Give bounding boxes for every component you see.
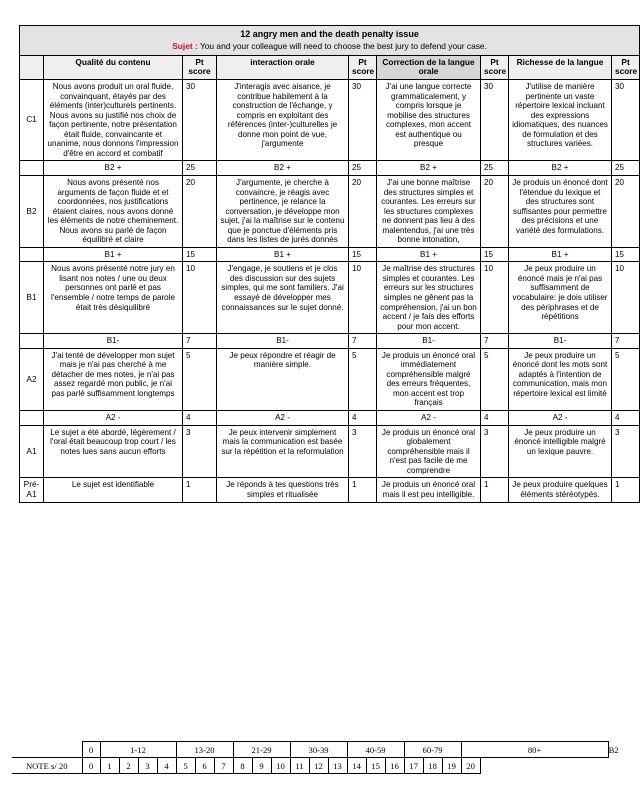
intermediate-level-label: A2 - <box>44 411 183 426</box>
level-row <box>20 176 640 248</box>
range-cell: 80+ <box>461 742 608 758</box>
col-header-level <box>20 55 44 80</box>
level-row <box>20 425 640 478</box>
intermediate-level-label: B1- <box>509 334 612 349</box>
col-header-pt: Pt score <box>349 55 377 80</box>
col-header-qualite: Qualité du contenu <box>44 55 183 80</box>
correction-score: 1 <box>481 478 509 503</box>
richesse-descriptor: Je peux produire un énoncé mais je n'ai pas suffisamment de vocabulaire: je dois utiliser des périphrases et de répétitions <box>509 262 612 334</box>
correction-score: 5 <box>481 348 509 410</box>
level-row <box>20 80 640 161</box>
interaction-descriptor: J'interagis avec aisance, je contribue habilement à la construction de l'échange, y compris en exploitant des références (inter-)culturelles je donne mon point de vue, j'argumente <box>217 80 349 161</box>
intermediate-level-blank <box>20 334 44 349</box>
richesse-score: 20 <box>612 176 640 248</box>
level-row <box>20 348 640 410</box>
intermediate-level-score: 7 <box>183 334 217 349</box>
range-cell: 30-39 <box>290 742 347 758</box>
intermediate-level-score: 15 <box>481 247 509 262</box>
intermediate-level-label: B2 + <box>44 161 183 176</box>
richesse-descriptor: J'utilise de manière pertinente un vaste répertoire lexical incluant des expressions idiomatiques, des nuances de formulation et des structures variées. <box>509 80 612 161</box>
richesse-descriptor: Je peux produire quelques éléments stéréotypés. <box>509 478 612 503</box>
note-cell: 5 <box>176 758 195 774</box>
correction-score: 20 <box>481 176 509 248</box>
subject-label: Sujet : <box>172 40 198 51</box>
interaction-score: 30 <box>349 80 377 161</box>
level-label: B1 <box>20 262 44 334</box>
qualite-score: 5 <box>183 348 217 410</box>
note-cell: 12 <box>309 758 328 774</box>
correction-descriptor: Je produis un énoncé oral globalement compréhensible mais il n'est pas facile de me comprendre <box>377 425 481 478</box>
col-header-pt: Pt score <box>481 55 509 80</box>
interaction-score: 1 <box>349 478 377 503</box>
level-label: A1 <box>20 425 44 478</box>
note-cell: 2 <box>119 758 138 774</box>
intermediate-level-label: B1 + <box>377 247 481 262</box>
interaction-descriptor: Je peux intervenir simplement mais la communication est basée sur la répétition et la reformulation <box>217 425 349 478</box>
note-cell: 15 <box>366 758 385 774</box>
note-cell: 8 <box>233 758 252 774</box>
intermediate-level-label: B1- <box>377 334 481 349</box>
note-cell: 6 <box>195 758 214 774</box>
interaction-score: 5 <box>349 348 377 410</box>
richesse-score: 10 <box>612 262 640 334</box>
qualite-descriptor: Nous avons présenté notre jury en lisant nos notes / une ou deux personnes ont parlé et pas l'ensemble / notre temps de parole était très désiquilibré <box>44 262 183 334</box>
qualite-score: 20 <box>183 176 217 248</box>
correction-score: 3 <box>481 425 509 478</box>
intermediate-level-label: B2 + <box>377 161 481 176</box>
range-cell: 21-29 <box>233 742 290 758</box>
correction-descriptor: J'ai une bonne maîtrise des structures simples et courantes. Les erreurs sur les structures complexes ne donnent pas lieu à des malentendus, j'ai une très bonne intonation, <box>377 176 481 248</box>
intermediate-level-row <box>20 411 640 426</box>
note-cell: 4 <box>157 758 176 774</box>
col-header-richesse: Richesse de la langue <box>509 55 612 80</box>
intermediate-level-score: 25 <box>612 161 640 176</box>
note-cell: 7 <box>214 758 233 774</box>
intermediate-level-score: 4 <box>612 411 640 426</box>
note-cell: 18 <box>423 758 442 774</box>
qualite-descriptor: J'ai tenté de développer mon sujet mais je n'ai pas cherché à me détacher de mes notes, je n'ai pas assez regardé mon public, je n'ai pas parlé suffisamment longtemps <box>44 348 183 410</box>
correction-descriptor: J'ai une langue correcte grammaticalement, y compris lorsque je mobilise des structures complexes, mon accent est authentique ou presque <box>377 80 481 161</box>
note-cell: 19 <box>442 758 461 774</box>
intermediate-level-label: B2 + <box>509 161 612 176</box>
intermediate-level-row <box>20 247 640 262</box>
intermediate-level-blank <box>20 247 44 262</box>
note-cell: 1 <box>100 758 119 774</box>
note-cell: 13 <box>328 758 347 774</box>
col-header-correction: Correction de la langue orale <box>377 55 481 80</box>
note-scale-blank <box>12 742 82 758</box>
range-cell: 1-12 <box>100 742 176 758</box>
intermediate-level-label: B1 + <box>217 247 349 262</box>
level-label: C1 <box>20 80 44 161</box>
qualite-descriptor: Nous avons produit un oral fluide, convainquant, étayés par des éléments (inter)culturels pertinents. Nous avons su justifié nos choix de façon pertinente, notre présentation était fluide, convaincante et unanime, nous donnons l'impression d'être en accord et combatif <box>44 80 183 161</box>
note-scale-table: 0 1-12 13-20 21-29 30-39 40-59 60-79 80+ B2 NOTE s/ 20 0 1 2 3 4 5 6 7 8 9 10 11 12 13 14 15 16 17 18 19 20 <box>12 741 609 774</box>
page-title: 12 angry men and the death penalty issue <box>240 29 419 39</box>
intermediate-level-score: 4 <box>349 411 377 426</box>
richesse-descriptor: Je peux produire un énoncé dont les mots sont adaptés à l'intention de communication, mais mon répertoire lexical est limité <box>509 348 612 410</box>
qualite-score: 3 <box>183 425 217 478</box>
subject-text: You and your colleague will need to choose the best jury to defend your case. <box>197 40 487 51</box>
intermediate-level-score: 4 <box>481 411 509 426</box>
intermediate-level-label: B2 + <box>217 161 349 176</box>
intermediate-level-label: B1- <box>44 334 183 349</box>
note-cell: 0 <box>82 758 100 774</box>
correction-score: 30 <box>481 80 509 161</box>
intermediate-level-label: A2 - <box>509 411 612 426</box>
note-cell: 16 <box>385 758 404 774</box>
qualite-descriptor: Le sujet a été abordé, légèrement / l'oral était beaucoup trop court / les notes lues sans aucun efforts <box>44 425 183 478</box>
level-label: B2 <box>20 176 44 248</box>
intermediate-level-score: 25 <box>349 161 377 176</box>
qualite-descriptor: Le sujet est identifiable <box>44 478 183 503</box>
correction-score: 10 <box>481 262 509 334</box>
evaluation-grid <box>19 25 640 503</box>
note-cell: 10 <box>271 758 290 774</box>
interaction-score: 20 <box>349 176 377 248</box>
col-header-pt: Pt score <box>612 55 640 80</box>
note-scale-label: NOTE s/ 20 <box>12 758 82 774</box>
richesse-score: 5 <box>612 348 640 410</box>
richesse-score: 3 <box>612 425 640 478</box>
range-cell: 60-79 <box>404 742 461 758</box>
intermediate-level-score: 7 <box>481 334 509 349</box>
intermediate-level-label: A2 - <box>377 411 481 426</box>
note-cell: 3 <box>138 758 157 774</box>
intermediate-level-score: 15 <box>183 247 217 262</box>
level-label: Pré-A1 <box>20 478 44 503</box>
range-cell: 0 <box>82 742 100 758</box>
note-cell: 17 <box>404 758 423 774</box>
qualite-descriptor: Nous avons présenté nos arguments de façon fluide et et coordonnées, nos justifications étaient claires, nous avons donné les éléments de notre cheminement. Nous avons su parlé de façon équilibré et claire <box>44 176 183 248</box>
intermediate-level-score: 7 <box>349 334 377 349</box>
col-header-pt: Pt score <box>183 55 217 80</box>
subject-line <box>23 42 636 52</box>
intermediate-level-score: 4 <box>183 411 217 426</box>
range-cell: 13-20 <box>176 742 233 758</box>
interaction-descriptor: Je peux répondre et réagir de manière simple. <box>217 348 349 410</box>
interaction-descriptor: J'engage, je soutiens et je clos des discussion sur des sujets simples, qui me sont familiers. J'ai essayé de développer mes connaissances sur le sujet donné. <box>217 262 349 334</box>
intermediate-level-row <box>20 334 640 349</box>
intermediate-level-label: B1 + <box>509 247 612 262</box>
correction-descriptor: Je produis un énoncé oral mais il est peu intelligible. <box>377 478 481 503</box>
note-cell: 11 <box>290 758 309 774</box>
qualite-score: 1 <box>183 478 217 503</box>
intermediate-level-score: 15 <box>349 247 377 262</box>
level-row <box>20 478 640 503</box>
level-label: A2 <box>20 348 44 410</box>
richesse-score: 1 <box>612 478 640 503</box>
note-cell: 14 <box>347 758 366 774</box>
col-header-interaction: interaction orale <box>217 55 349 80</box>
correction-descriptor: Je maîtrise des structures simples et courantes. Les erreurs sur les structures simples ne gênent pas la compréhension, j'ai un bon accent / je fais des efforts pour mon accent. <box>377 262 481 334</box>
intermediate-level-score: 7 <box>612 334 640 349</box>
level-row <box>20 262 640 334</box>
note-cell: 9 <box>252 758 271 774</box>
intermediate-level-label: B1- <box>217 334 349 349</box>
intermediate-level-score: 25 <box>481 161 509 176</box>
intermediate-level-blank <box>20 161 44 176</box>
intermediate-level-score: 15 <box>612 247 640 262</box>
intermediate-level-row <box>20 161 640 176</box>
richesse-score: 30 <box>612 80 640 161</box>
range-cell: 40-59 <box>347 742 404 758</box>
interaction-descriptor: J'argumente, je cherche à convaincre, je réagis avec pertinence, je relance la conversation, je développe mon sujet, j'ai la maîtrise sur le contenu que je ponctue d'éléments pris dans les listes de jurés donnés <box>217 176 349 248</box>
header-cell <box>20 26 640 56</box>
intermediate-level-blank <box>20 411 44 426</box>
richesse-descriptor: Je produis un énoncé dont l'étendue du lexique et des structures sont suffisantes pour permettre des précisions et une variété des formulations. <box>509 176 612 248</box>
interaction-descriptor: Je réponds à tes questions très simples et ritualisée <box>217 478 349 503</box>
intermediate-level-label: A2 - <box>217 411 349 426</box>
interaction-score: 10 <box>349 262 377 334</box>
intermediate-level-label: B1 + <box>44 247 183 262</box>
qualite-score: 30 <box>183 80 217 161</box>
correction-descriptor: Je produis un énoncé oral immédiatement compréhensible malgré des erreurs fréquentes, mon accent est trop français <box>377 348 481 410</box>
interaction-score: 3 <box>349 425 377 478</box>
intermediate-level-score: 25 <box>183 161 217 176</box>
richesse-descriptor: Je peux produire un énoncé intelligible malgré un lexique pauvre. <box>509 425 612 478</box>
qualite-score: 10 <box>183 262 217 334</box>
note-cell: 20 <box>461 758 480 774</box>
